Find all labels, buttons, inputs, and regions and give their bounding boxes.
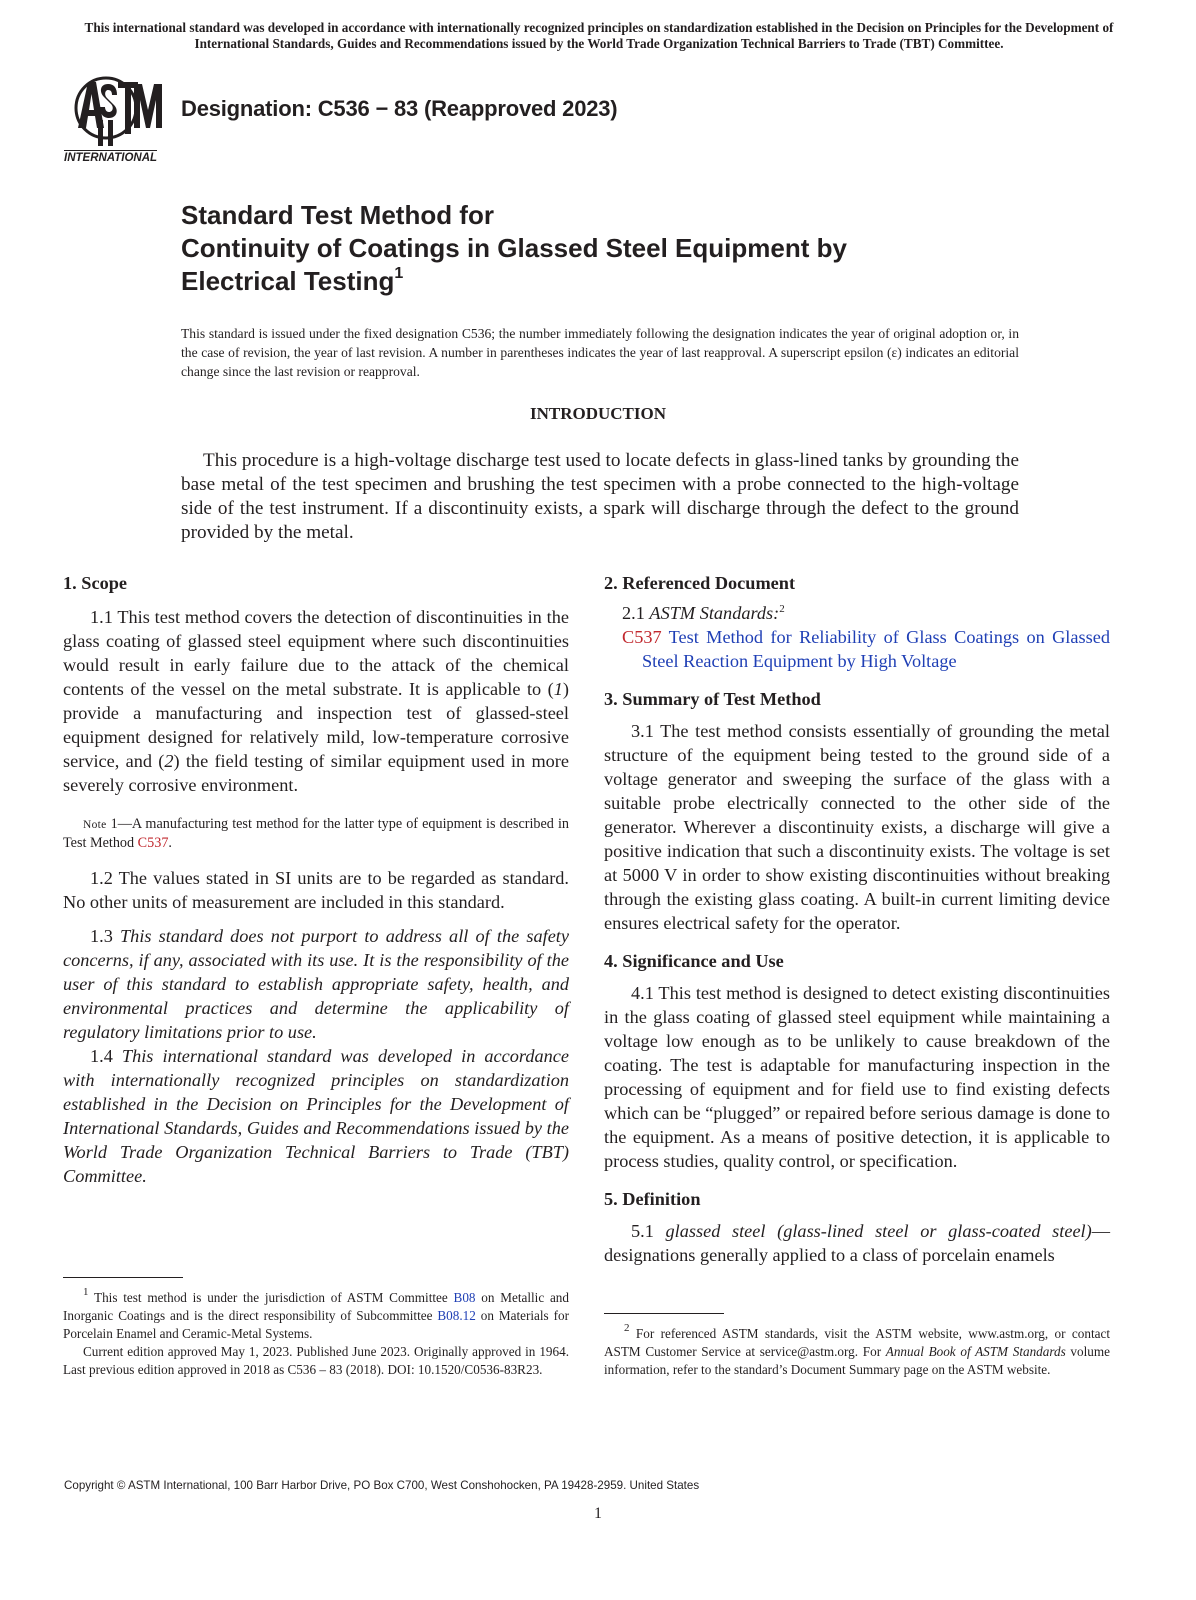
footnote-1-para-2: Current edition approved May 1, 2023. Published June 2023. Originally approved in 1964. Last previous edition approved in 2018 as C536 – 83 (2018). DOI: 10.1520/C0536-83R23. (63, 1344, 569, 1377)
section-1-1: 1.1 This test method covers the detection of discontinuities in the glass coating of glassed steel equipment where such discontinuities would result in early failure due to the attack of the chemical contents of the vessel on the metal substrate. It is applicable to (1) provide a manufacturing and inspection test of glassed-steel equipment designed for relatively mild, low-temperature corrosive service, and (2) the field testing of similar equipment used in more severely corrosive environment. (63, 607, 570, 795)
astm-logo (64, 70, 172, 166)
title-line-1: Standard Test Method for (181, 200, 494, 230)
section-5-1: 5.1 glassed steel (glass-lined steel or glass-coated steel)—designations generally applied to a class of porcelain enamels (604, 1221, 1111, 1265)
footnote-1 (63, 1286, 569, 1379)
document-title (181, 199, 1001, 298)
b08-link[interactable]: B08 (453, 1290, 476, 1305)
right-column (604, 571, 1110, 1267)
summary-heading: 3. Summary of Test Method (604, 689, 821, 709)
section-2-1: 2.1 ASTM Standards:$^2$ (622, 603, 785, 623)
title-line-2: Continuity of Coatings in Glassed Steel Equipment by (181, 233, 847, 263)
referenced-document-heading: 2. Referenced Document (604, 573, 796, 593)
introduction-heading: INTRODUCTION (529, 404, 667, 423)
footnote-2-para: $^2$ For referenced ASTM standards, visit the ASTM website, www.astm.org, or contact ASTM Customer Service at service@astm.org. For Annual Book of ASTM Standards volume information, refer to the standard’s Document Summary page on the ASTM website. (604, 1322, 1110, 1377)
c537-reference[interactable]: C537 Test Method for Reliability of Glass Coatings on Glassed Steel Reaction Equipment by High Voltage (622, 627, 1110, 671)
issued-under-statement: This standard is issued under the fixed designation C536; the number immediately following the designation indicates the year of original adoption or, in the case of revision, the year of last revision. A number in parentheses indicates the year of last reapproval. A superscript epsilon (ε) indicates an editorial change since the last revision or reapproval. (181, 326, 1019, 379)
c537-link[interactable]: C537 (137, 835, 169, 851)
logo-international-text: INTERNATIONAL (64, 152, 158, 164)
footnote-1-para-1: $^1$ This test method is under the jurisdiction of ASTM Committee B08 on Metallic and Inorganic Coatings and is the direct responsibility of Subcommittee B08.12 on Materials for Porcelain Enamel and Ceramic-Metal Systems. (63, 1286, 569, 1341)
scope-heading: 1. Scope (63, 573, 127, 593)
definition-heading: 5. Definition (604, 1189, 701, 1209)
section-1-3: 1.3 This standard does not purport to address all of the safety concerns, if any, associated with its use. It is the responsibility of the user of this standard to establish appropriate safety, health, and environmental practices and determine the applicability of regulatory limitations prior to use. (63, 926, 570, 1042)
note-1: Note 1—A manufacturing test method for the latter type of equipment is described in Test Method C537. (63, 816, 569, 851)
copyright-line: Copyright © ASTM International, 100 Barr Harbor Drive, PO Box C700, West Conshohocken, PA 19428-2959. United States (64, 1479, 700, 1492)
left-column (63, 571, 569, 1188)
b08-12-link[interactable]: B08.12 (437, 1308, 476, 1323)
title-footnote-mark: 1 (394, 265, 404, 282)
title-line-3: Electrical Testing (181, 266, 395, 296)
section-4-1: 4.1 This test method is designed to detect existing discontinuities in the glass coating of glassed steel equipment while maintaining a voltage low enough as to be unlikely to cause breakdown of the coating. The test is adaptable for manufacturing inspection in the processing of equipment and for field use to find existing defects which can be “plugged” or repaired before serious damage is done to the equipment. As a means of positive detection, it is applicable to process studies, quality control, or specification. (604, 983, 1110, 1171)
significance-heading: 4. Significance and Use (604, 951, 784, 971)
page-number: 1 (594, 1505, 602, 1522)
footnote-2 (604, 1322, 1110, 1379)
introduction-text: This procedure is a high-voltage discharge test used to locate defects in glass-lined tanks by grounding the base metal of the test specimen and brushing the test specimen with a probe connected to the high-voltage side of the test instrument. If a discontinuity exists, a spark will discharge through the defect to the ground provided by the metal. (181, 450, 1019, 543)
footnote-rule-right (604, 1313, 724, 1314)
section-3-1: 3.1 The test method consists essentially of grounding the metal structure of the equipment being tested to the ground side of a voltage generator and sweeping the surface of the glass with a suitable probe electrically connected to the other side of the generator. Wherever a discontinuity exists, a discharge will give a positive indication that such a discontinuity exists. The voltage is set at 5000 V in order to show existing discontinuities without breaking through the existing glass coating. A built-in current limiting device ensures electrical safety for the operator. (604, 721, 1110, 933)
designation: Designation: C536 − 83 (Reapproved 2023) (181, 96, 618, 121)
section-1-2: 1.2 The values stated in SI units are to be regarded as standard. No other units of measurement are included in this standard. (63, 868, 569, 912)
wto-notice: This international standard was developed in accordance with internationally recognized principles on standardization established in the Decision on Principles for the Development of International Standards, Guides and Recommendations issued by the World Trade Organization Technical Barriers to Trade (TBT) Committee. (84, 20, 1114, 51)
footnote-rule-left (63, 1277, 183, 1278)
section-1-4: 1.4 This international standard was developed in accordance with internationally recognized principles on standardization established in the Decision on Principles for the Development of International Standards, Guides and Recommendations issued by the World Trade Organization Technical Barriers to Trade (TBT) Committee. (63, 1046, 569, 1186)
